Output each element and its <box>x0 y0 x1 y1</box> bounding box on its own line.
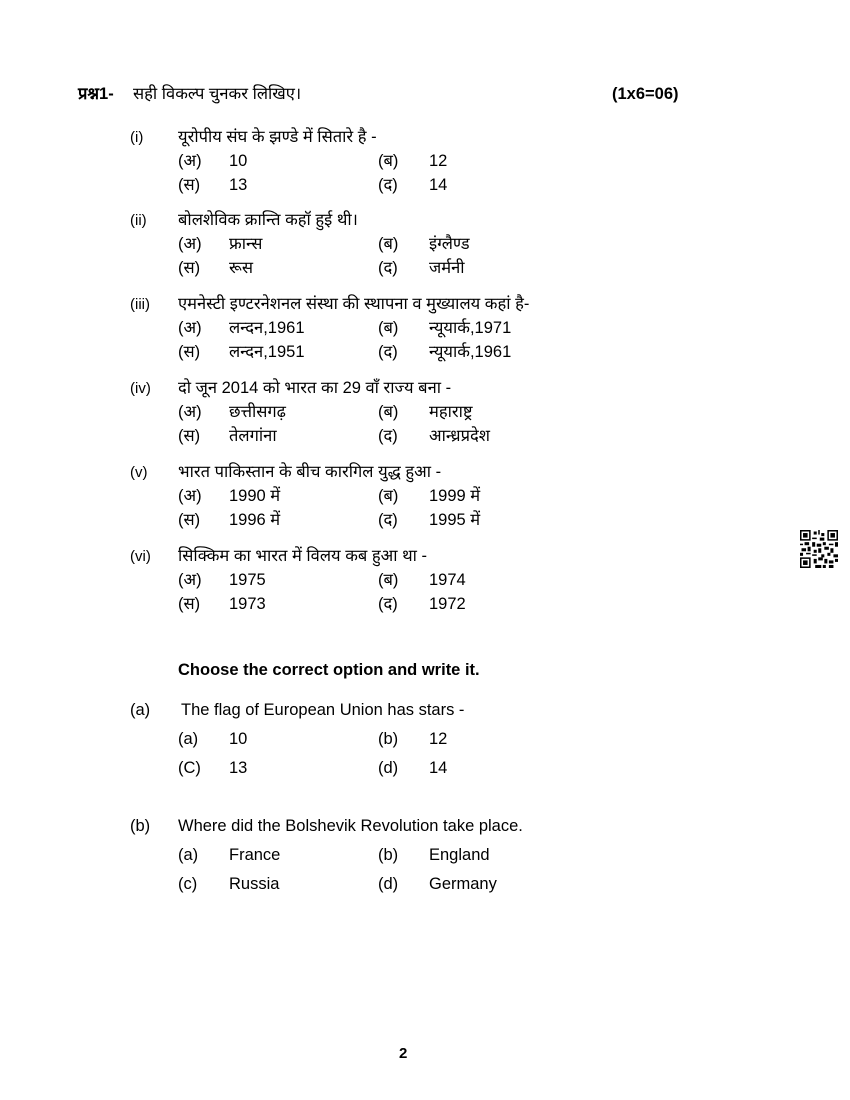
option-text: Russia <box>229 875 280 893</box>
question-num: (ii) <box>130 212 147 229</box>
option-text: फ्रान्स <box>229 235 263 253</box>
option-label: (अ) <box>178 571 202 589</box>
option-text: महाराष्ट्र <box>429 403 473 421</box>
option-label: (d) <box>378 759 399 777</box>
option-label: (a) <box>178 846 199 864</box>
question-num: (iv) <box>130 380 151 397</box>
option-label: (C) <box>178 759 201 777</box>
option-label: (b) <box>378 730 399 748</box>
option-label: (स) <box>178 595 201 613</box>
marks-label: (1x6=06) <box>612 85 679 103</box>
option-text: तेलगांना <box>229 427 277 445</box>
question-text: एमनेस्टी इण्टरनेशनल संस्था की स्थापना व मुख्यालय कहां है- <box>178 295 530 313</box>
option-text: 10 <box>229 730 248 748</box>
option-text: न्यूयार्क,1971 <box>429 319 512 337</box>
question-num: (b) <box>130 817 151 835</box>
qr-code-icon <box>800 530 838 568</box>
option-text: इंग्लैण्ड <box>429 235 470 253</box>
question-text: बोलशेविक क्रान्ति कहॉ हुई थी। <box>178 211 358 229</box>
option-text: 1995 में <box>429 511 481 529</box>
option-text: आन्ध्रप्रदेश <box>429 427 490 445</box>
option-text: 1973 <box>229 595 266 613</box>
option-label: (d) <box>378 875 399 893</box>
option-text: 13 <box>229 176 248 194</box>
question-text: दो जून 2014 को भारत का 29 वॉं राज्य बना - <box>178 379 452 397</box>
question-text: The flag of European Union has stars - <box>181 701 465 719</box>
option-text: England <box>429 846 490 864</box>
english-instruction: Choose the correct option and write it. <box>178 661 480 679</box>
option-label: (अ) <box>178 152 202 170</box>
option-text: 1999 में <box>429 487 481 505</box>
option-label: (द) <box>378 511 398 529</box>
question-num: (a) <box>130 701 151 719</box>
option-label: (स) <box>178 343 201 361</box>
option-text: लन्दन,1961 <box>229 319 305 337</box>
option-text: न्यूयार्क,1961 <box>429 343 512 361</box>
option-label: (स) <box>178 176 201 194</box>
option-text: 14 <box>429 176 448 194</box>
option-text: छत्तीसगढ़ <box>229 403 286 421</box>
question-num: (iii) <box>130 296 150 313</box>
option-text: Germany <box>429 875 497 893</box>
option-label: (अ) <box>178 319 202 337</box>
question-num: (vi) <box>130 548 151 565</box>
question-num: (i) <box>130 129 144 146</box>
option-text: रूस <box>229 259 253 277</box>
question-num: (v) <box>130 464 148 481</box>
option-text: 14 <box>429 759 448 777</box>
option-label: (स) <box>178 259 201 277</box>
option-label: (ब) <box>378 487 399 505</box>
option-label: (द) <box>378 595 398 613</box>
option-text: 1996 में <box>229 511 281 529</box>
question-text: भारत पाकिस्तान के बीच कारगिल युद्ध हुआ - <box>178 463 442 481</box>
option-label: (a) <box>178 730 199 748</box>
option-label: (अ) <box>178 403 202 421</box>
option-text: 1990 में <box>229 487 281 505</box>
option-text: 1975 <box>229 571 266 589</box>
option-label: (b) <box>378 846 399 864</box>
option-label: (द) <box>378 176 398 194</box>
option-label: (ब) <box>378 403 399 421</box>
option-label: (स) <box>178 511 201 529</box>
option-label: (c) <box>178 875 198 893</box>
option-label: (ब) <box>378 571 399 589</box>
option-label: (ब) <box>378 235 399 253</box>
option-text: France <box>229 846 281 864</box>
question-text: यूरोपीय संघ के झण्डे में सितारे है - <box>178 128 377 146</box>
option-label: (अ) <box>178 235 202 253</box>
option-text: लन्दन,1951 <box>229 343 305 361</box>
option-text: 12 <box>429 730 448 748</box>
option-text: 10 <box>229 152 248 170</box>
option-text: जर्मनी <box>429 259 465 277</box>
option-label: (द) <box>378 343 398 361</box>
question-number: प्रश्न1- <box>78 85 114 103</box>
option-text: 1972 <box>429 595 466 613</box>
option-label: (द) <box>378 427 398 445</box>
page-number: 2 <box>399 1045 408 1062</box>
question-text: Where did the Bolshevik Revolution take place. <box>178 817 523 835</box>
question-text: सिक्किम का भारत में विलय कब हुआ था - <box>178 547 427 565</box>
question-instruction: सही विकल्प चुनकर लिखिए। <box>133 85 302 103</box>
option-label: (अ) <box>178 487 202 505</box>
option-text: 13 <box>229 759 248 777</box>
option-label: (ब) <box>378 152 399 170</box>
option-text: 12 <box>429 152 448 170</box>
option-text: 1974 <box>429 571 466 589</box>
option-label: (द) <box>378 259 398 277</box>
option-label: (ब) <box>378 319 399 337</box>
option-label: (स) <box>178 427 201 445</box>
